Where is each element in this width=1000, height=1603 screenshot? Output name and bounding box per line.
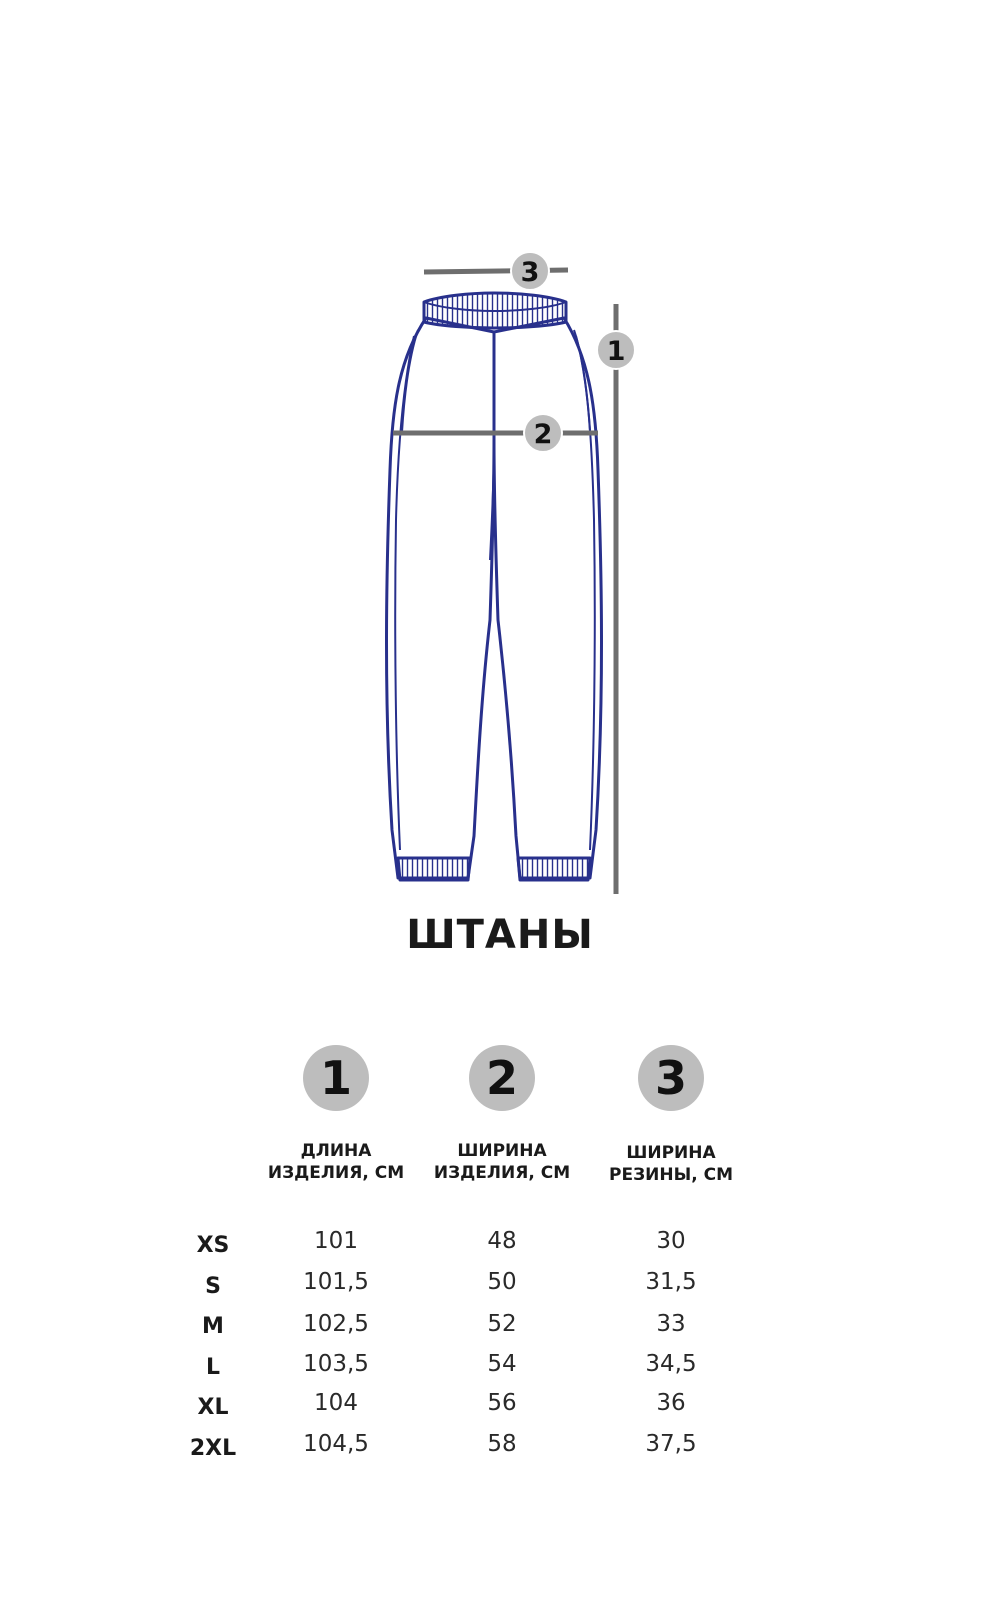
width-value: 48 bbox=[487, 1228, 517, 1254]
size-label: S bbox=[205, 1274, 221, 1299]
length-value: 101 bbox=[314, 1228, 358, 1254]
width-value: 56 bbox=[487, 1390, 517, 1416]
elastic-width-value: 34,5 bbox=[645, 1351, 697, 1377]
width-value: 52 bbox=[487, 1311, 517, 1337]
svg-text:3: 3 bbox=[520, 257, 540, 288]
length-value: 104 bbox=[314, 1390, 358, 1416]
column-1-heading-line1: ДЛИНА bbox=[300, 1141, 372, 1161]
column-3-heading bbox=[571, 1142, 771, 1186]
length-value: 101,5 bbox=[303, 1269, 369, 1295]
size-label: L bbox=[205, 1355, 221, 1380]
length-value: 104,5 bbox=[303, 1431, 369, 1457]
elastic-width-value: 30 bbox=[656, 1228, 686, 1254]
column-1-heading-line2: ИЗДЕЛИЯ, СМ bbox=[267, 1163, 405, 1183]
column-1-number-badge: 1 bbox=[303, 1045, 369, 1111]
column-2-number-badge: 2 bbox=[469, 1045, 535, 1111]
pants-outline bbox=[387, 293, 602, 880]
length-value: 103,5 bbox=[303, 1351, 369, 1377]
column-3-heading-line1: ШИРИНА bbox=[626, 1143, 716, 1163]
column-3-number-badge: 3 bbox=[638, 1045, 704, 1111]
marker-3-badge bbox=[511, 252, 549, 290]
elastic-width-value: 37,5 bbox=[645, 1431, 697, 1457]
column-2-heading-line1: ШИРИНА bbox=[457, 1141, 547, 1161]
page-title: ШТАНЫ bbox=[406, 912, 594, 958]
marker-1-badge bbox=[597, 331, 635, 369]
marker-2-badge bbox=[524, 414, 562, 452]
size-label: XS bbox=[196, 1233, 230, 1258]
size-label: XL bbox=[197, 1395, 229, 1420]
elastic-width-value: 31,5 bbox=[645, 1269, 697, 1295]
length-value: 102,5 bbox=[303, 1311, 369, 1337]
elastic-width-value: 33 bbox=[656, 1311, 686, 1337]
elastic-width-value: 36 bbox=[656, 1390, 686, 1416]
width-value: 54 bbox=[487, 1351, 517, 1377]
size-label: 2XL bbox=[189, 1436, 237, 1461]
width-value: 50 bbox=[487, 1269, 517, 1295]
svg-text:2: 2 bbox=[533, 419, 553, 450]
column-2-heading-line2: ИЗДЕЛИЯ, СМ bbox=[433, 1163, 571, 1183]
width-value: 58 bbox=[487, 1431, 517, 1457]
column-3-heading-line2: РЕЗИНЫ, СМ bbox=[609, 1165, 733, 1185]
svg-text:1: 1 bbox=[606, 336, 626, 367]
size-label: M bbox=[202, 1314, 224, 1339]
